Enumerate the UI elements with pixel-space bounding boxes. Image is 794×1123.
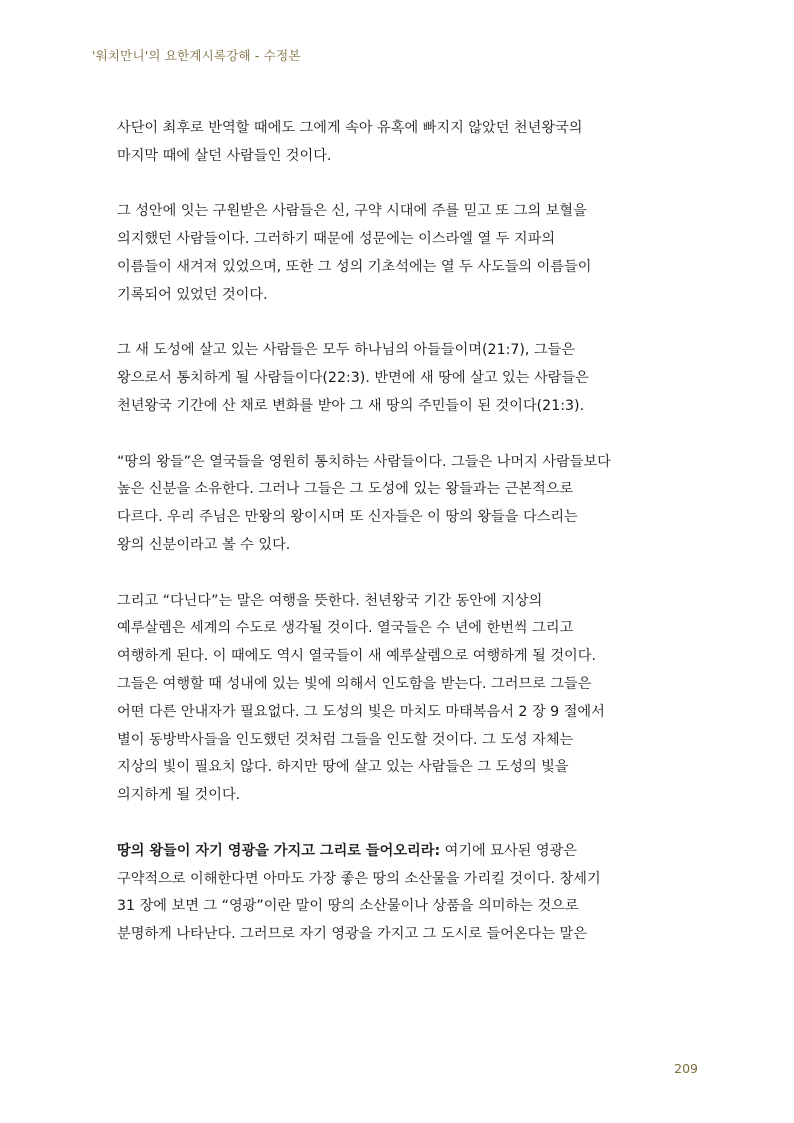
text-line: 여행하게 된다. 이 때에도 역시 열국들이 새 예루살렘으로 여행하게 될 것이다. — [117, 648, 596, 665]
text-line: 31 장에 보면 그 “영광”이란 말이 땅의 소산물이나 상품을 의미하는 것으로 — [117, 898, 579, 915]
paragraph — [117, 838, 707, 949]
text-line: 기록되어 있었던 것이다. — [117, 286, 268, 303]
paragraph — [117, 449, 707, 560]
bold-lead-phrase: 땅의 왕들이 자기 영광을 가지고 그리로 들어오리라: — [117, 842, 441, 859]
page-number: 209 — [674, 1061, 698, 1076]
text-line: 의지하게 될 것이다. — [117, 787, 241, 804]
text-line: 그들은 여행할 때 성내에 있는 빛에 의해서 인도함을 받는다. 그러므로 그들은 — [117, 675, 592, 692]
text-line: 분명하게 나타난다. 그러므로 자기 영광을 가지고 그 도시로 들어온다는 말은 — [117, 926, 587, 943]
text-line: 예루살렘은 세계의 수도로 생각될 것이다. 열국들은 수 년에 한번씩 그리고 — [117, 620, 574, 637]
body-text — [117, 115, 707, 977]
text-line: 의지했던 사람들이다. 그러하기 때문에 성문에는 이스라엘 열 두 지파의 — [117, 231, 556, 248]
text-line: 왕으로서 통치하게 될 사람들이다(22:3). 반면에 새 땅에 살고 있는 사람들은 — [117, 370, 589, 387]
paragraph — [117, 115, 707, 171]
text-run: 여기에 묘사된 영광은 — [440, 842, 578, 859]
text-line: 다르다. 우리 주님은 만왕의 왕이시며 또 신자들은 이 땅의 왕들을 다스리는 — [117, 509, 578, 526]
text-line: 어떤 다른 안내자가 필요없다. 그 도성의 빛은 마치도 마태복음서 2 장 9 절에서 — [117, 703, 605, 720]
text-line: 천년왕국 기간에 산 채로 변화를 받아 그 새 땅의 주민들이 된 것이다(21:3). — [117, 397, 585, 414]
text-line: 그 성안에 잇는 구원받은 사람들은 신, 구약 시대에 주를 믿고 또 그의 보혈을 — [117, 203, 587, 220]
text-line: “땅의 왕들”은 열국들을 영원히 통치하는 사람들이다. 그들은 나머지 사람들보다 — [117, 453, 611, 470]
text-line: 구약적으로 이해한다면 아마도 가장 좋은 땅의 소산물을 가리킬 것이다. 창세기 — [117, 870, 601, 887]
text-line: 그리고 “다닌다”는 말은 여행을 뜻한다. 천년왕국 기간 동안에 지상의 — [117, 592, 543, 609]
text-line: 마지막 때에 살던 사람들인 것이다. — [117, 147, 332, 164]
text-line: 별이 동방박사들을 인도했던 것처럼 그들을 인도할 것이다. 그 도성 자체는 — [117, 731, 574, 748]
paragraph — [117, 198, 707, 309]
text-line: 이름들이 새겨져 있었으며, 또한 그 성의 기초석에는 열 두 사도들의 이름들이 — [117, 258, 592, 275]
paragraph — [117, 337, 707, 420]
text-line: 그 새 도성에 살고 있는 사람들은 모두 하나님의 아들들이며(21:7), 그들은 — [117, 342, 576, 359]
running-header: '워치만니'의 요한계시록강해 - 수정본 — [92, 48, 301, 63]
text-line: 지상의 빛이 필요치 않다. 하지만 땅에 살고 있는 사람들은 그 도성의 빛을 — [117, 759, 569, 776]
paragraph — [117, 588, 707, 810]
text-line: 높은 신분을 소유한다. 그러나 그들은 그 도성에 있는 왕들과는 근본적으로 — [117, 481, 574, 498]
text-line — [117, 838, 707, 866]
text-line: 사단이 최후로 반역할 때에도 그에게 속아 유혹에 빠지지 않았던 천년왕국의 — [117, 120, 583, 136]
text-line: 왕의 신분이라고 볼 수 있다. — [117, 536, 291, 553]
